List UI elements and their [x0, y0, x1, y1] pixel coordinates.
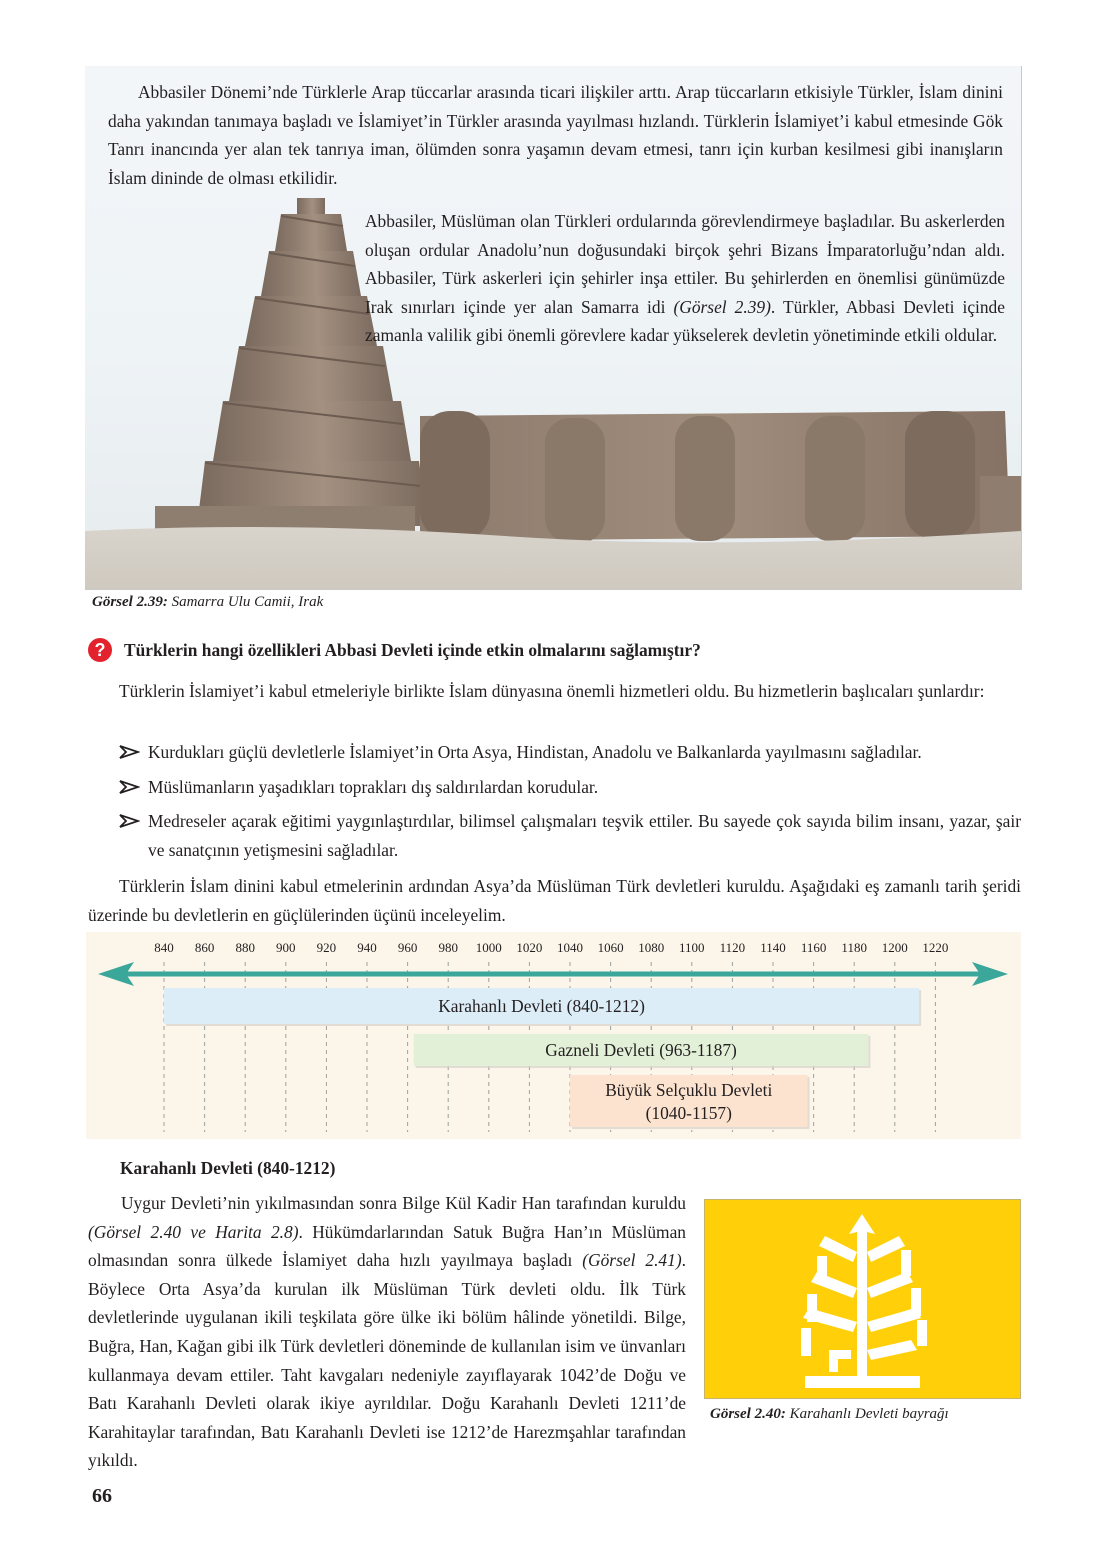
- list-item: Kurdukları güçlü devletlerle İslamiyet’in Orta Asya, Hindistan, Anadolu ve Balkanlarda yayılmasını sağladılar.: [118, 738, 1021, 767]
- timeline-tick-label: 1100: [679, 940, 705, 955]
- figure-ref-2-41: (Görsel 2.41): [582, 1250, 682, 1271]
- timeline-tick-label: 1040: [557, 940, 583, 955]
- timeline-tick-label: 880: [235, 940, 255, 955]
- figure-ref-2-40: (Görsel 2.40 ve Harita 2.8): [88, 1221, 299, 1242]
- intro-paragraph-2: [365, 207, 1005, 350]
- timeline-tick-label: 1140: [760, 940, 786, 955]
- timeline-tick-label: 980: [438, 940, 458, 955]
- figure-ref-2-39: (Görsel 2.39): [673, 296, 771, 317]
- services-intro: Türklerin İslamiyet’i kabul etmeleriyle birlikte İslam dünyasına önemli hizmetleri oldu. Bu hizmetlerin başlıcaları şunlardır:: [119, 681, 985, 701]
- fortress-wall: [420, 411, 1021, 543]
- figure-2-40-caption: [710, 1406, 949, 1423]
- timeline-bar-label: Gazneli Devleti (963-1187): [545, 1040, 737, 1060]
- timeline-tick-label: 940: [357, 940, 377, 955]
- caption-text: Samarra Ulu Camii, Irak: [171, 594, 324, 610]
- timeline-tick-label: 860: [194, 940, 215, 955]
- question-row: [88, 635, 1028, 665]
- caption-label: Görsel 2.40:: [710, 1406, 786, 1422]
- timeline: [86, 932, 1021, 1139]
- arrow-bullet-icon: [118, 773, 140, 801]
- timeline-tick-label: 1160: [800, 940, 827, 955]
- timeline-tick-label: 1120: [719, 940, 746, 955]
- caption-text: Karahanlı Devleti bayrağı: [789, 1406, 949, 1422]
- timeline-tick-label: 1180: [841, 940, 867, 955]
- intro-paragraph-1: Abbasiler Dönemi’nde Türklerle Arap tüccarlar arasında ticari ilişkiler arttı. Arap tüccarların etkisiyle Türkler, İslam dinini daha yakından tanımaya başladı ve İslamiyet’in Türkler arasında yayılması hızlandı. Türklerin İslamiyet’i kabul etmesinde Gök Tanrı inancında yer alan tek tanrıya iman, ölümden sonra yaşamın devam etmesi, tanrı için kurban kesilmesi gibi inanışların İslam dininde de olması etkilidir.: [108, 82, 1003, 188]
- timeline-tick-label: 840: [154, 940, 174, 955]
- timeline-tick-label: 1080: [638, 940, 665, 955]
- question-icon: ?: [88, 638, 112, 662]
- timeline-chart: [86, 932, 1021, 1139]
- states-intro: Türklerin İslam dinini kabul etmelerinin ardından Asya’da Müslüman Türk devletleri kuruldu. Aşağıdaki eş zamanlı tarih şeridi üzerinde bu devletlerin en güçlülerinden üçünü inceleyelim.: [88, 876, 1021, 925]
- caption-label: Görsel 2.39:: [92, 594, 168, 610]
- timeline-bar-label: Büyük Selçuklu Devleti: [605, 1080, 773, 1100]
- list-item: Medreseler açarak eğitimi yaygınlaştırdılar, bilimsel çalışmaları teşvik ettiler. Bu sayede çok sayıda bilim insanı, yazar, şair ve sanatçının yetişmesini sağladılar.: [118, 807, 1021, 864]
- timeline-tick-label: 1220: [922, 940, 949, 955]
- timeline-tick-label: 1060: [597, 940, 624, 955]
- timeline-tick-label: 900: [276, 940, 296, 955]
- services-list: [118, 738, 1021, 870]
- karahanli-paragraph: Uygur Devleti’nin yıkılmasından sonra Bilge Kül Kadir Han tarafından kuruldu (Görsel 2.40 ve Harita 2.8). Hükümdarlarından Satuk Buğra Han’ın Müslüman olmasından sonra ülkede İslamiyet daha hızlı yayılmaya başladı (Görsel 2.41). Böylece Orta Asya’da kurulan ilk Müslüman Türk devleti oldu. İlk Türk devletlerinde uygulanan ikili teşkilata göre ülke iki bölüm hâlinde yönetildi. Bilge, Buğra, Han, Kağan gibi ilk Türk devletleri döneminde de kullanılan isim ve ünvanları kullanmaya devam ettiler. Taht kavgaları nedeniyle zayıflayarak 1042’de Doğu ve Batı Karahanlı Devleti olarak ikiye ayrıldılar. Doğu Karahanlı Devleti 1211’de Karahitaylar tarafından, Batı Karahanlı Devleti ise 1212’de Harezmşahlar tarafından yıkıldı.: [88, 1193, 686, 1471]
- timeline-tick-label: 1000: [475, 940, 502, 955]
- arrow-bullet-icon: [118, 738, 140, 766]
- intro-paragraph-2-end: . Türkler, Abbasi Devleti içinde zamanla valilik gibi önemli görevlere kadar yükselerek devletin yönetiminde etkili oldular.: [365, 296, 1005, 346]
- timeline-tick-label: 1020: [516, 940, 543, 955]
- samarra-photo: [85, 66, 1022, 590]
- timeline-bar-label: (1040-1157): [645, 1103, 732, 1123]
- timeline-tick-label: 920: [316, 940, 337, 955]
- timeline-bar-label: Karahanlı Devleti (840-1212): [438, 996, 645, 1016]
- arrow-bullet-icon: [118, 807, 140, 835]
- figure-2-39-caption: [92, 594, 323, 611]
- karahanli-flag: [704, 1199, 1021, 1399]
- timeline-tick-label: 960: [397, 940, 418, 955]
- question-text: Türklerin hangi özellikleri Abbasi Devleti içinde etkin olmalarını sağlamıştır?: [124, 639, 701, 660]
- intro-paragraph-2-text: Abbasiler, Müslüman olan Türkleri ordularında görevlendirmeye başladılar. Bu askerlerden oluşan ordular Anadolu’nun doğusundaki birçok şehri Bizans İmparatorluğu’ndan aldı. Abbasiler, Türk askerleri için şehirler inşa ettiler. Bu şehirlerden en önemlisi günümüzde Irak sınırları içinde yer alan Samarra idi: [365, 211, 1005, 317]
- timeline-tick-label: 1200: [881, 940, 908, 955]
- section-title: Karahanlı Devleti (840-1212): [120, 1158, 336, 1178]
- flag-emblem-icon: [705, 1200, 1020, 1398]
- list-item: Müslümanların yaşadıkları toprakları dış saldırılardan korudular.: [118, 773, 1021, 802]
- page-number: 66: [92, 1485, 112, 1507]
